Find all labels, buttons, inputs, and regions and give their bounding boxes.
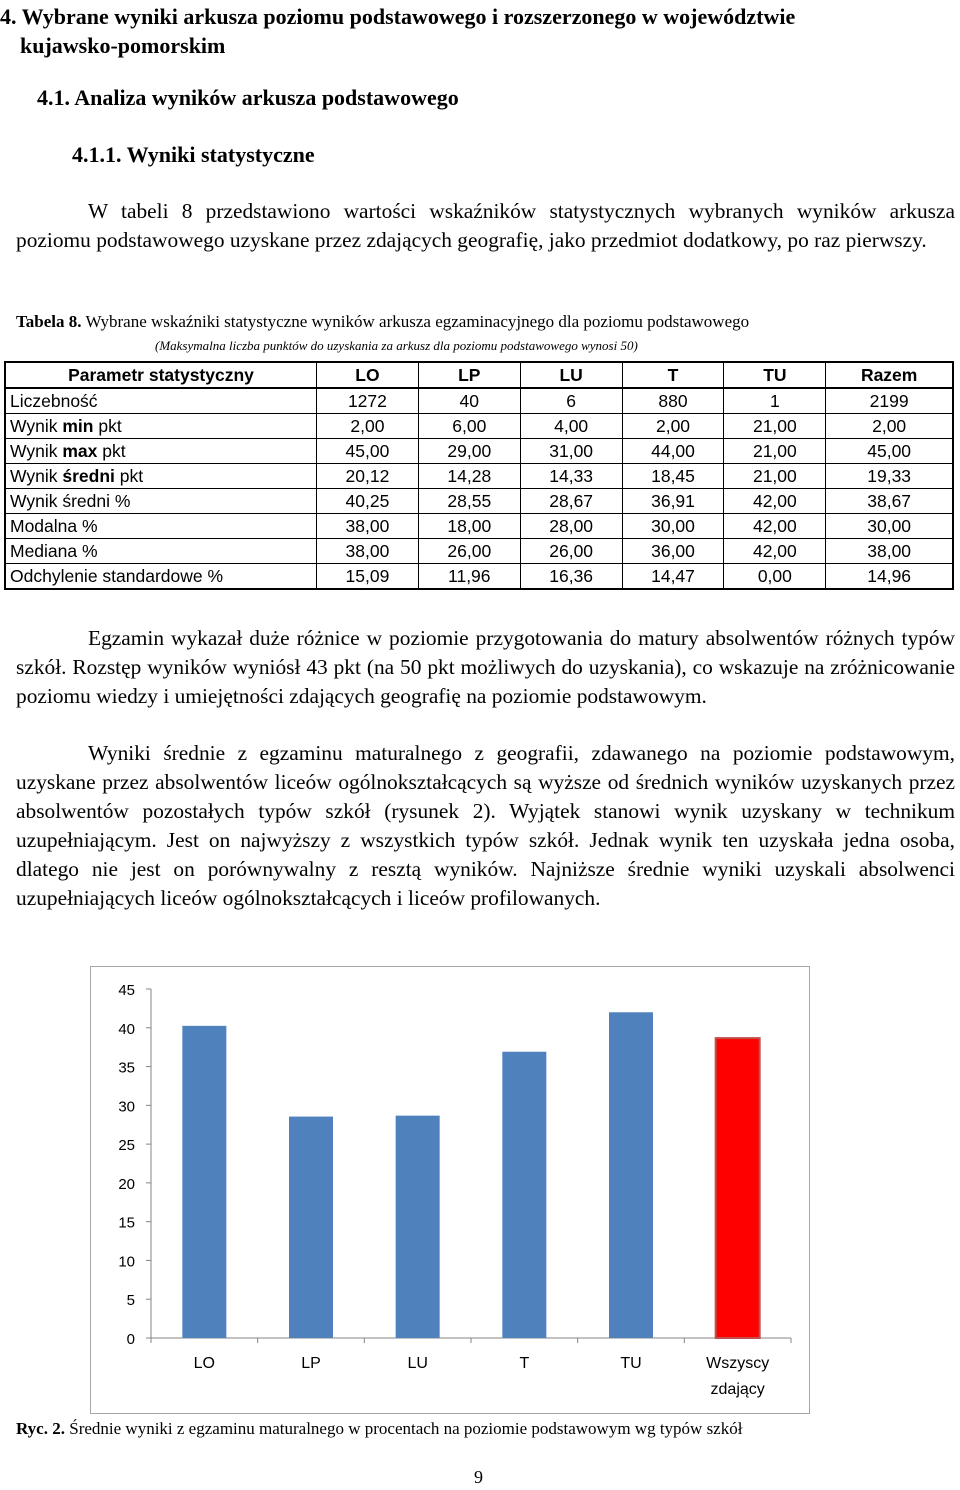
table-cell: 21,00 [724,414,826,439]
bar [502,1052,546,1338]
table-cell: 45,00 [317,439,419,464]
section-heading [0,2,940,60]
table-cell: 0,00 [724,564,826,590]
x-tick-label: LU [407,1355,428,1372]
subsubsection-heading: 4.1.1. Wyniki statystyczne [72,142,315,167]
bar-chart-svg [91,967,809,1413]
y-tick-label: 5 [126,1292,135,1310]
table-cell: 1272 [317,388,419,414]
table-row [5,388,953,414]
row-label: Wynik średni pkt [5,464,317,489]
bar [716,1038,760,1338]
table-cell: 14,96 [826,564,953,590]
table-header-cell: LO [317,362,419,388]
x-tick-label: LP [301,1355,321,1372]
row-label: Wynik min pkt [5,414,317,439]
x-tick-label: LO [193,1355,216,1372]
table-row [5,439,953,464]
table-note: (Maksymalna liczba punktów do uzyskania za arkusz dla poziomu podstawowego wynosi 50) [155,338,638,353]
y-tick-label: 45 [118,982,135,999]
intro-paragraph: W tabeli 8 przedstawiono wartości wskaźników statystycznych wybranych wyników arkusza poziomu podstawowego uzyskane przez zdających geografię, jako przedmiot dodatkowy, po raz pierwszy. [16,199,955,252]
x-tick-label: Wszyscy [706,1355,770,1372]
table-caption-text: Wybrane wskaźniki statystyczne wyników arkusza egzaminacyjnego dla poziomu podstawowego [85,312,750,331]
table-cell: 38,67 [826,489,953,514]
row-label: Odchylenie standardowe % [5,564,317,590]
table-cell: 28,00 [520,514,622,539]
table-row [5,564,953,590]
row-label: Mediana % [5,539,317,564]
table-cell: 14,33 [520,464,622,489]
table-cell: 15,09 [317,564,419,590]
table-cell: 31,00 [520,439,622,464]
table-cell: 38,00 [826,539,953,564]
table-cell: 21,00 [724,464,826,489]
table-cell: 36,00 [622,539,724,564]
table-cell: 30,00 [622,514,724,539]
table-cell: 1 [724,388,826,414]
y-tick-label: 15 [118,1214,135,1232]
table-cell: 14,47 [622,564,724,590]
table-cell: 2,00 [317,414,419,439]
subsection-heading: 4.1. Analiza wyników arkusza podstawowego [37,85,459,110]
table-cell: 30,00 [826,514,953,539]
page-number: 9 [474,1467,483,1487]
table-cell: 28,55 [418,489,520,514]
table-cell: 880 [622,388,724,414]
table-cell: 42,00 [724,514,826,539]
table-cell: 45,00 [826,439,953,464]
table-cell: 4,00 [520,414,622,439]
table-cell: 28,67 [520,489,622,514]
table-header-cell: LP [418,362,520,388]
table-cell: 20,12 [317,464,419,489]
row-label: Modalna % [5,514,317,539]
table-header-row [5,362,953,388]
table-header-cell: LU [520,362,622,388]
row-label: Liczebność [5,388,317,414]
table-cell: 16,36 [520,564,622,590]
analysis-paragraph-1: Egzamin wykazał duże różnice w poziomie przygotowania do matury absolwentów różnych typów szkół. Rozstęp wyników wyniósł 43 pkt (na 50 pkt możliwych do uzyskania), co wskazuje na zróżnicowanie poziomu wiedzy i umiejętności zdających geografię na poziomie podstawowym. [16,626,955,708]
table-cell: 11,96 [418,564,520,590]
table-header-cell: TU [724,362,826,388]
bar-chart [90,966,810,1414]
table-cell: 36,91 [622,489,724,514]
table-cell: 26,00 [418,539,520,564]
x-tick-label: T [519,1355,530,1372]
table-cell: 6,00 [418,414,520,439]
bar [396,1116,440,1338]
table-cell: 18,00 [418,514,520,539]
y-tick-label: 20 [118,1175,135,1193]
y-tick-label: 10 [118,1253,135,1271]
table-cell: 26,00 [520,539,622,564]
table-cell: 14,28 [418,464,520,489]
table-row [5,489,953,514]
x-tick-label: zdający [710,1381,765,1398]
table-cell: 2,00 [826,414,953,439]
table-caption-label: Tabela 8. [16,312,82,331]
table-caption [16,312,749,332]
figure-caption [16,1419,742,1439]
figure-caption-text: Średnie wyniki z egzaminu maturalnego w procentach na poziomie podstawowym wg typów szkół [69,1419,743,1438]
row-label: Wynik średni % [5,489,317,514]
table-row [5,539,953,564]
table-header-cell: T [622,362,724,388]
y-tick-label: 25 [118,1137,135,1155]
bar [289,1117,333,1338]
figure-label: Ryc. 2. [16,1419,65,1438]
table-cell: 2199 [826,388,953,414]
analysis-paragraph-2: Wyniki średnie z egzaminu maturalnego z geografii, zdawanego na poziomie podstawowym, uzyskane przez absolwentów liceów ogólnokształcących są wyższe od średnich wyników uzyskanych przez absolwentów pozostałych typów szkół (rysunek 2). Wyjątek stanowi wynik uzyskany w technikum uzupełniającym. Jest on najwyższy z wszystkich typów szkół. Jednak wynik ten uzyskała jedna osoba, dlatego nie jest on porównywalny z resztą wyników. Najniższe średnie wyniki uzyskali absolwenci uzupełniających liceów ogólnokształcących i liceów profilowanych. [16,741,955,910]
x-tick-label: TU [620,1355,642,1372]
y-tick-label: 30 [118,1098,135,1116]
section-heading-line1: 4. Wybrane wyniki arkusza poziomu podstawowego i rozszerzonego w województwie [0,4,796,29]
section-heading-line2: kujawsko-pomorskim [20,33,226,58]
table-cell: 40,25 [317,489,419,514]
y-tick-label: 35 [118,1059,135,1077]
table-cell: 42,00 [724,489,826,514]
table-cell: 38,00 [317,539,419,564]
statistics-table [4,361,954,590]
table-cell: 21,00 [724,439,826,464]
table-cell: 40 [418,388,520,414]
table-row [5,464,953,489]
table-cell: 18,45 [622,464,724,489]
table-cell: 19,33 [826,464,953,489]
table-header-cell: Razem [826,362,953,388]
table-cell: 44,00 [622,439,724,464]
row-label: Wynik max pkt [5,439,317,464]
table-row [5,514,953,539]
table-cell: 42,00 [724,539,826,564]
bar [609,1012,653,1338]
y-tick-label: 0 [126,1331,135,1348]
table-header-cell: Parametr statystyczny [5,362,317,388]
table-cell: 38,00 [317,514,419,539]
y-tick-label: 40 [118,1020,135,1038]
table-row [5,414,953,439]
table-cell: 6 [520,388,622,414]
table-cell: 2,00 [622,414,724,439]
table-cell: 29,00 [418,439,520,464]
bar [182,1026,226,1338]
